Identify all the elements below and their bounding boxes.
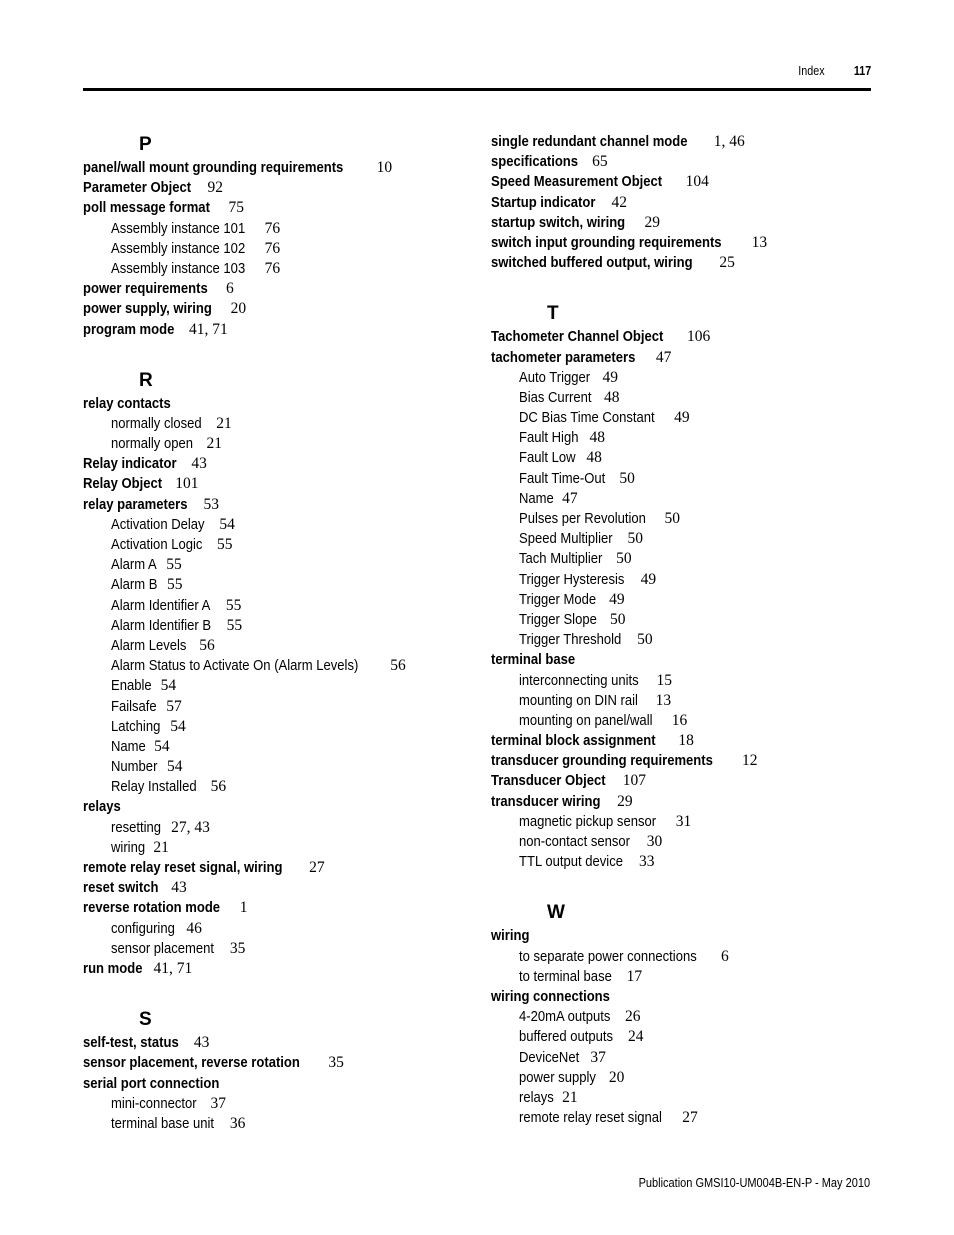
index-term: power supply — [519, 1069, 596, 1086]
index-page-refs: 54 — [154, 737, 170, 755]
index-page-refs: 107 — [622, 772, 647, 790]
index-subentry-normally-open — [83, 434, 473, 454]
index-entry-relay-contacts — [83, 394, 473, 414]
index-entry-switch-input-grounding-requirements — [491, 233, 881, 253]
index-page-refs: 46 — [186, 919, 202, 937]
index-term: non-contact sensor — [519, 834, 630, 850]
index-entry-panel-wall-mount-grounding-requirements — [83, 158, 473, 178]
index-page-refs: 18 — [678, 732, 694, 750]
index-column-left — [83, 132, 473, 1162]
index-page-refs: 47 — [655, 348, 672, 366]
index-entry-tachometer-parameters — [491, 348, 881, 368]
index-term: Alarm Identifier A — [111, 597, 211, 614]
index-entry-program-mode — [83, 320, 473, 340]
index-term: Speed Multiplier — [519, 531, 613, 548]
index-page-refs: 56 — [210, 778, 227, 796]
index-term: Activation Delay — [111, 516, 205, 533]
index-term: relay parameters — [83, 496, 188, 513]
index-group-w — [491, 900, 881, 1128]
index-subentry-resetting — [83, 818, 473, 838]
index-page-refs: 41, 71 — [153, 959, 193, 977]
index-page-refs: 54 — [160, 677, 177, 695]
index-subentry-relay-installed — [83, 777, 473, 797]
page-header — [794, 64, 871, 78]
index-subentry-name — [83, 737, 473, 757]
index-term: normally closed — [111, 415, 202, 432]
index-page-refs: 29 — [644, 213, 660, 231]
index-subentry-activation-logic — [83, 535, 473, 555]
index-term: configuring — [111, 920, 175, 937]
index-subentry-trigger-hysteresis — [491, 570, 881, 590]
index-term: Speed Measurement Object — [491, 174, 663, 191]
index-page-refs: 43 — [191, 455, 207, 473]
index-page-refs: 92 — [207, 179, 224, 197]
index-subentry-remote-relay-reset-signal — [491, 1108, 881, 1128]
index-page-refs: 56 — [390, 657, 406, 675]
index-subentry-fault-low — [491, 448, 881, 468]
index-page-refs: 50 — [619, 469, 635, 487]
index-subentry-activation-delay — [83, 515, 473, 535]
index-term: Tachometer Channel Object — [491, 329, 664, 346]
index-page-refs: 13 — [751, 233, 768, 251]
index-letter-heading: R — [139, 369, 153, 391]
index-page-refs: 35 — [229, 939, 246, 957]
index-entry-relay-object — [83, 474, 473, 494]
index-subentry-assembly-instance-103 — [83, 259, 473, 279]
index-subentry-wiring — [83, 838, 473, 858]
index-page-refs: 106 — [686, 328, 711, 346]
index-subentry-sensor-placement — [83, 939, 473, 959]
index-term: program mode — [83, 321, 175, 338]
index-entry-self-test-status — [83, 1033, 473, 1053]
index-page-refs: 42 — [611, 193, 627, 211]
index-page-refs: 55 — [166, 556, 182, 574]
index-term: remote relay reset signal, wiring — [83, 860, 283, 876]
index-term: reset switch — [83, 880, 159, 897]
index-page-refs: 21 — [562, 1088, 578, 1106]
index-term: panel/wall mount grounding requirements — [83, 160, 344, 176]
index-entry-transducer-grounding-requirements — [491, 751, 881, 771]
index-term: startup switch, wiring — [491, 214, 626, 231]
index-subentry-terminal-base-unit — [83, 1114, 473, 1134]
index-term: Fault Low — [519, 450, 576, 467]
index-subentry-mounting-on-panel-wall — [491, 711, 881, 731]
index-term: relay contacts — [83, 395, 171, 412]
index-page-refs: 43 — [193, 1034, 210, 1052]
page-number: 117 — [853, 64, 871, 78]
index-page-refs: 76 — [264, 219, 281, 237]
index-term: sensor placement, reverse rotation — [83, 1055, 300, 1072]
index-subentry-interconnecting-units — [491, 671, 881, 691]
index-term: relays — [519, 1089, 554, 1106]
index-term: relays — [83, 799, 121, 816]
index-term: run mode — [83, 960, 143, 977]
index-term: interconnecting units — [519, 672, 639, 689]
index-page-refs: 1 — [239, 899, 248, 917]
index-group-continued — [491, 132, 881, 273]
index-subentry-alarm-b — [83, 575, 473, 595]
index-term: buffered outputs — [519, 1029, 614, 1046]
index-entry-relay-indicator — [83, 454, 473, 474]
index-entry-tachometer-channel-object — [491, 327, 881, 347]
index-page-refs: 50 — [637, 631, 653, 649]
index-subentry-devicenet — [491, 1048, 881, 1068]
index-entry-wiring — [491, 926, 881, 946]
index-subentry-tach-multiplier — [491, 549, 881, 569]
index-entry-remote-relay-reset-signal-wiring — [83, 858, 473, 878]
index-term: TTL output device — [519, 854, 623, 871]
index-entry-terminal-block-assignment — [491, 731, 881, 751]
index-term: wiring — [111, 839, 146, 856]
index-term: Trigger Hysteresis — [519, 571, 625, 588]
index-page-refs: 6 — [226, 280, 234, 298]
index-page-refs: 76 — [264, 239, 281, 257]
index-subentry-alarm-identifier-a — [83, 596, 473, 616]
index-entry-power-requirements — [83, 279, 473, 299]
index-term: transducer wiring — [491, 793, 601, 810]
index-term: switched buffered output, wiring — [491, 255, 693, 272]
index-term: to separate power connections — [519, 948, 697, 965]
index-entry-poll-message-format — [83, 198, 473, 218]
index-page-refs: 26 — [625, 1008, 641, 1026]
index-term: 4-20mA outputs — [519, 1009, 611, 1026]
index-page-refs: 10 — [376, 159, 393, 176]
index-page-refs: 50 — [627, 530, 643, 548]
index-page-refs: 49 — [674, 409, 690, 427]
index-page-refs: 25 — [719, 254, 735, 272]
index-term: Activation Logic — [111, 537, 203, 553]
index-group-p — [83, 132, 473, 340]
index-term: power supply, wiring — [83, 301, 212, 318]
index-subentry-4-20ma-outputs — [491, 1007, 881, 1027]
index-term: Enable — [111, 678, 152, 695]
index-entry-specifications — [491, 152, 881, 172]
index-entry-wiring-connections — [491, 987, 881, 1007]
index-subentry-enable — [83, 676, 473, 696]
index-term: Alarm Levels — [111, 637, 187, 654]
index-entry-transducer-object — [491, 771, 881, 791]
index-page-refs: 49 — [640, 570, 657, 588]
index-term: single redundant channel mode — [491, 134, 688, 150]
index-page-refs: 13 — [655, 691, 672, 709]
index-page-refs: 30 — [646, 833, 663, 850]
index-term: to terminal base — [519, 968, 612, 985]
index-page-refs: 43 — [171, 879, 187, 897]
index-subentry-trigger-threshold — [491, 630, 881, 650]
index-page-refs: 56 — [199, 636, 215, 654]
index-subentry-auto-trigger — [491, 368, 881, 388]
index-entry-run-mode — [83, 959, 473, 979]
index-page-refs: 27 — [682, 1109, 698, 1127]
index-term: Latching — [111, 718, 161, 735]
index-subentry-trigger-slope — [491, 610, 881, 630]
index-page-refs: 37 — [210, 1094, 227, 1112]
index-term: reverse rotation mode — [83, 900, 221, 917]
index-page-refs: 29 — [617, 792, 633, 810]
index-page-refs: 21 — [206, 435, 223, 453]
index-page-refs: 54 — [170, 717, 186, 735]
index-entry-reset-switch — [83, 878, 473, 898]
index-term: Parameter Object — [83, 180, 192, 197]
index-entry-startup-indicator — [491, 193, 881, 213]
index-page-refs: 55 — [225, 596, 242, 614]
publication-footer: Publication GMSI10-UM004B-EN-P - May 2010 — [638, 1176, 870, 1190]
index-term: Relay Object — [83, 476, 163, 493]
index-term: wiring connections — [491, 988, 610, 1005]
index-page-refs: 33 — [638, 853, 655, 871]
index-page-refs: 36 — [229, 1114, 246, 1132]
index-subentry-magnetic-pickup-sensor — [491, 812, 881, 832]
index-term: specifications — [491, 154, 579, 171]
index-page-refs: 6 — [720, 947, 729, 965]
index-entry-reverse-rotation-mode — [83, 898, 473, 918]
index-term: Transducer Object — [491, 773, 606, 790]
index-page-refs: 41, 71 — [188, 320, 228, 338]
index-entry-relay-parameters — [83, 495, 473, 515]
index-subentry-buffered-outputs — [491, 1027, 881, 1047]
index-term: terminal block assignment — [491, 733, 656, 750]
index-subentry-latching — [83, 717, 473, 737]
index-column-right — [491, 132, 881, 1156]
index-term: Trigger Slope — [519, 611, 597, 628]
index-term: Failsafe — [111, 698, 157, 715]
index-term: Name — [111, 738, 146, 755]
index-page-refs: 48 — [589, 429, 606, 447]
index-subentry-speed-multiplier — [491, 529, 881, 549]
index-page-refs: 20 — [608, 1068, 625, 1086]
index-letter-heading: S — [139, 1009, 152, 1031]
index-page-refs: 101 — [175, 475, 199, 493]
index-term: Number — [111, 759, 158, 776]
index-page-refs: 76 — [264, 259, 281, 277]
index-subentry-trigger-mode — [491, 590, 881, 610]
index-subentry-pulses-per-revolution — [491, 509, 881, 529]
index-term: Alarm Status to Activate On (Alarm Levels) — [111, 658, 359, 675]
index-page-refs: 20 — [230, 300, 247, 318]
index-page-refs: 53 — [203, 495, 220, 513]
index-term: Assembly instance 101 — [111, 220, 246, 237]
index-letter-heading: W — [547, 902, 565, 924]
index-subentry-failsafe — [83, 697, 473, 717]
index-entry-switched-buffered-output-wiring — [491, 253, 881, 273]
index-entry-relays — [83, 797, 473, 817]
index-page-refs: 57 — [166, 697, 182, 715]
index-term: mini-connector — [111, 1095, 197, 1112]
index-page-refs: 37 — [590, 1048, 606, 1066]
index-page-refs: 1, 46 — [713, 133, 745, 150]
index-term: magnetic pickup sensor — [519, 813, 657, 830]
index-term: Fault Time-Out — [519, 470, 606, 487]
index-term: power requirements — [83, 281, 208, 298]
index-page-refs: 55 — [167, 576, 183, 594]
index-page-refs: 75 — [228, 199, 244, 217]
index-page-refs: 31 — [675, 812, 692, 830]
index-page-refs: 21 — [216, 414, 232, 432]
index-page-refs: 50 — [609, 610, 626, 628]
index-group-s — [83, 1007, 473, 1134]
index-term: Bias Current — [519, 389, 592, 406]
index-page-refs: 50 — [616, 550, 632, 568]
index-term: Trigger Mode — [519, 591, 597, 608]
index-term: poll message format — [83, 200, 210, 217]
index-term: Tach Multiplier — [519, 551, 603, 568]
index-term: serial port connection — [83, 1075, 220, 1092]
index-subentry-mounting-on-din-rail — [491, 691, 881, 711]
index-term: Trigger Threshold — [519, 632, 622, 649]
index-letter-heading: P — [139, 134, 152, 155]
index-term: Fault High — [519, 430, 579, 447]
index-term: Alarm B — [111, 577, 158, 594]
index-term: Alarm A — [111, 557, 157, 574]
index-subentry-bias-current — [491, 388, 881, 408]
index-group-r — [83, 368, 473, 979]
index-term: mounting on panel/wall — [519, 712, 653, 729]
index-page-refs: 54 — [167, 758, 183, 776]
index-subentry-relays — [491, 1088, 881, 1108]
index-subentry-to-terminal-base — [491, 967, 881, 987]
index-subentry-ttl-output-device — [491, 852, 881, 872]
index-subentry-power-supply — [491, 1068, 881, 1088]
index-term: sensor placement — [111, 940, 215, 957]
index-subentry-dc-bias-time-constant — [491, 408, 881, 428]
index-subentry-alarm-levels — [83, 636, 473, 656]
index-page-refs: 54 — [219, 515, 235, 533]
header-rule — [83, 88, 871, 91]
index-subentry-alarm-identifier-b — [83, 616, 473, 636]
index-subentry-name — [491, 489, 881, 509]
index-page-refs: 48 — [586, 449, 602, 467]
index-subentry-assembly-instance-101 — [83, 219, 473, 239]
index-term: normally open — [111, 436, 193, 453]
index-page-refs: 16 — [671, 711, 688, 729]
index-term: wiring — [491, 928, 530, 945]
index-term: Startup indicator — [491, 194, 596, 211]
index-term: Alarm Identifier B — [111, 617, 212, 634]
index-term: Auto Trigger — [519, 369, 591, 386]
index-term: Name — [519, 490, 554, 507]
index-page-refs: 15 — [656, 671, 672, 689]
index-term: Relay indicator — [83, 456, 177, 473]
index-page-refs: 21 — [153, 838, 169, 856]
index-subentry-assembly-instance-102 — [83, 239, 473, 259]
index-page-refs: 49 — [602, 368, 618, 386]
index-entry-serial-port-connection — [83, 1074, 473, 1094]
index-subentry-non-contact-sensor — [491, 832, 881, 852]
index-entry-transducer-wiring — [491, 792, 881, 812]
index-entry-single-redundant-channel-mode — [491, 132, 881, 152]
index-entry-parameter-object — [83, 178, 473, 198]
index-subentry-mini-connector — [83, 1094, 473, 1114]
index-term: remote relay reset signal — [519, 1110, 662, 1127]
index-subentry-to-separate-power-connections — [491, 947, 881, 967]
index-page-refs: 17 — [626, 967, 643, 985]
index-page-refs: 55 — [226, 616, 243, 634]
index-subentry-alarm-status-to-activate-on-alarm-levels — [83, 656, 473, 676]
index-page-refs: 12 — [742, 752, 758, 770]
index-page-refs: 65 — [592, 153, 608, 171]
index-term: Pulses per Revolution — [519, 511, 646, 527]
index-term: switch input grounding requirements — [491, 234, 722, 251]
index-subentry-alarm-a — [83, 555, 473, 575]
index-entry-power-supply-wiring — [83, 299, 473, 319]
index-page-refs: 104 — [685, 173, 709, 191]
index-page-refs: 48 — [604, 388, 620, 406]
index-page-refs: 27, 43 — [171, 818, 210, 836]
index-term: DeviceNet — [519, 1049, 580, 1066]
index-letter-heading: T — [547, 303, 559, 325]
index-group-t — [491, 301, 881, 872]
index-entry-sensor-placement-reverse-rotation — [83, 1053, 473, 1073]
index-page-refs: 49 — [609, 590, 625, 608]
index-page-refs: 24 — [628, 1028, 644, 1046]
index-page-refs: 27 — [309, 859, 325, 876]
index-subentry-normally-closed — [83, 414, 473, 434]
index-entry-startup-switch-wiring — [491, 213, 881, 233]
header-section-title: Index — [798, 64, 825, 78]
index-subentry-fault-high — [491, 428, 881, 448]
index-entry-terminal-base — [491, 650, 881, 670]
index-subentry-fault-time-out — [491, 469, 881, 489]
index-subentry-configuring — [83, 919, 473, 939]
index-page-refs: 35 — [328, 1054, 344, 1072]
index-term: DC Bias Time Constant — [519, 410, 655, 427]
index-subentry-number — [83, 757, 473, 777]
index-term: self-test, status — [83, 1035, 179, 1052]
index-term: terminal base unit — [111, 1115, 215, 1132]
index-term: Relay Installed — [111, 779, 197, 796]
index-term: terminal base — [491, 652, 576, 669]
index-term: transducer grounding requirements — [491, 753, 713, 770]
index-term: resetting — [111, 819, 162, 836]
index-page-refs: 47 — [562, 489, 578, 507]
index-term: mounting on DIN rail — [519, 692, 638, 709]
index-term: Assembly instance 102 — [111, 240, 246, 257]
index-page-refs: 50 — [664, 510, 681, 527]
index-term: tachometer parameters — [491, 349, 636, 366]
index-term: Assembly instance 103 — [111, 260, 246, 277]
index-entry-speed-measurement-object — [491, 172, 881, 192]
index-page-refs: 55 — [217, 536, 233, 553]
